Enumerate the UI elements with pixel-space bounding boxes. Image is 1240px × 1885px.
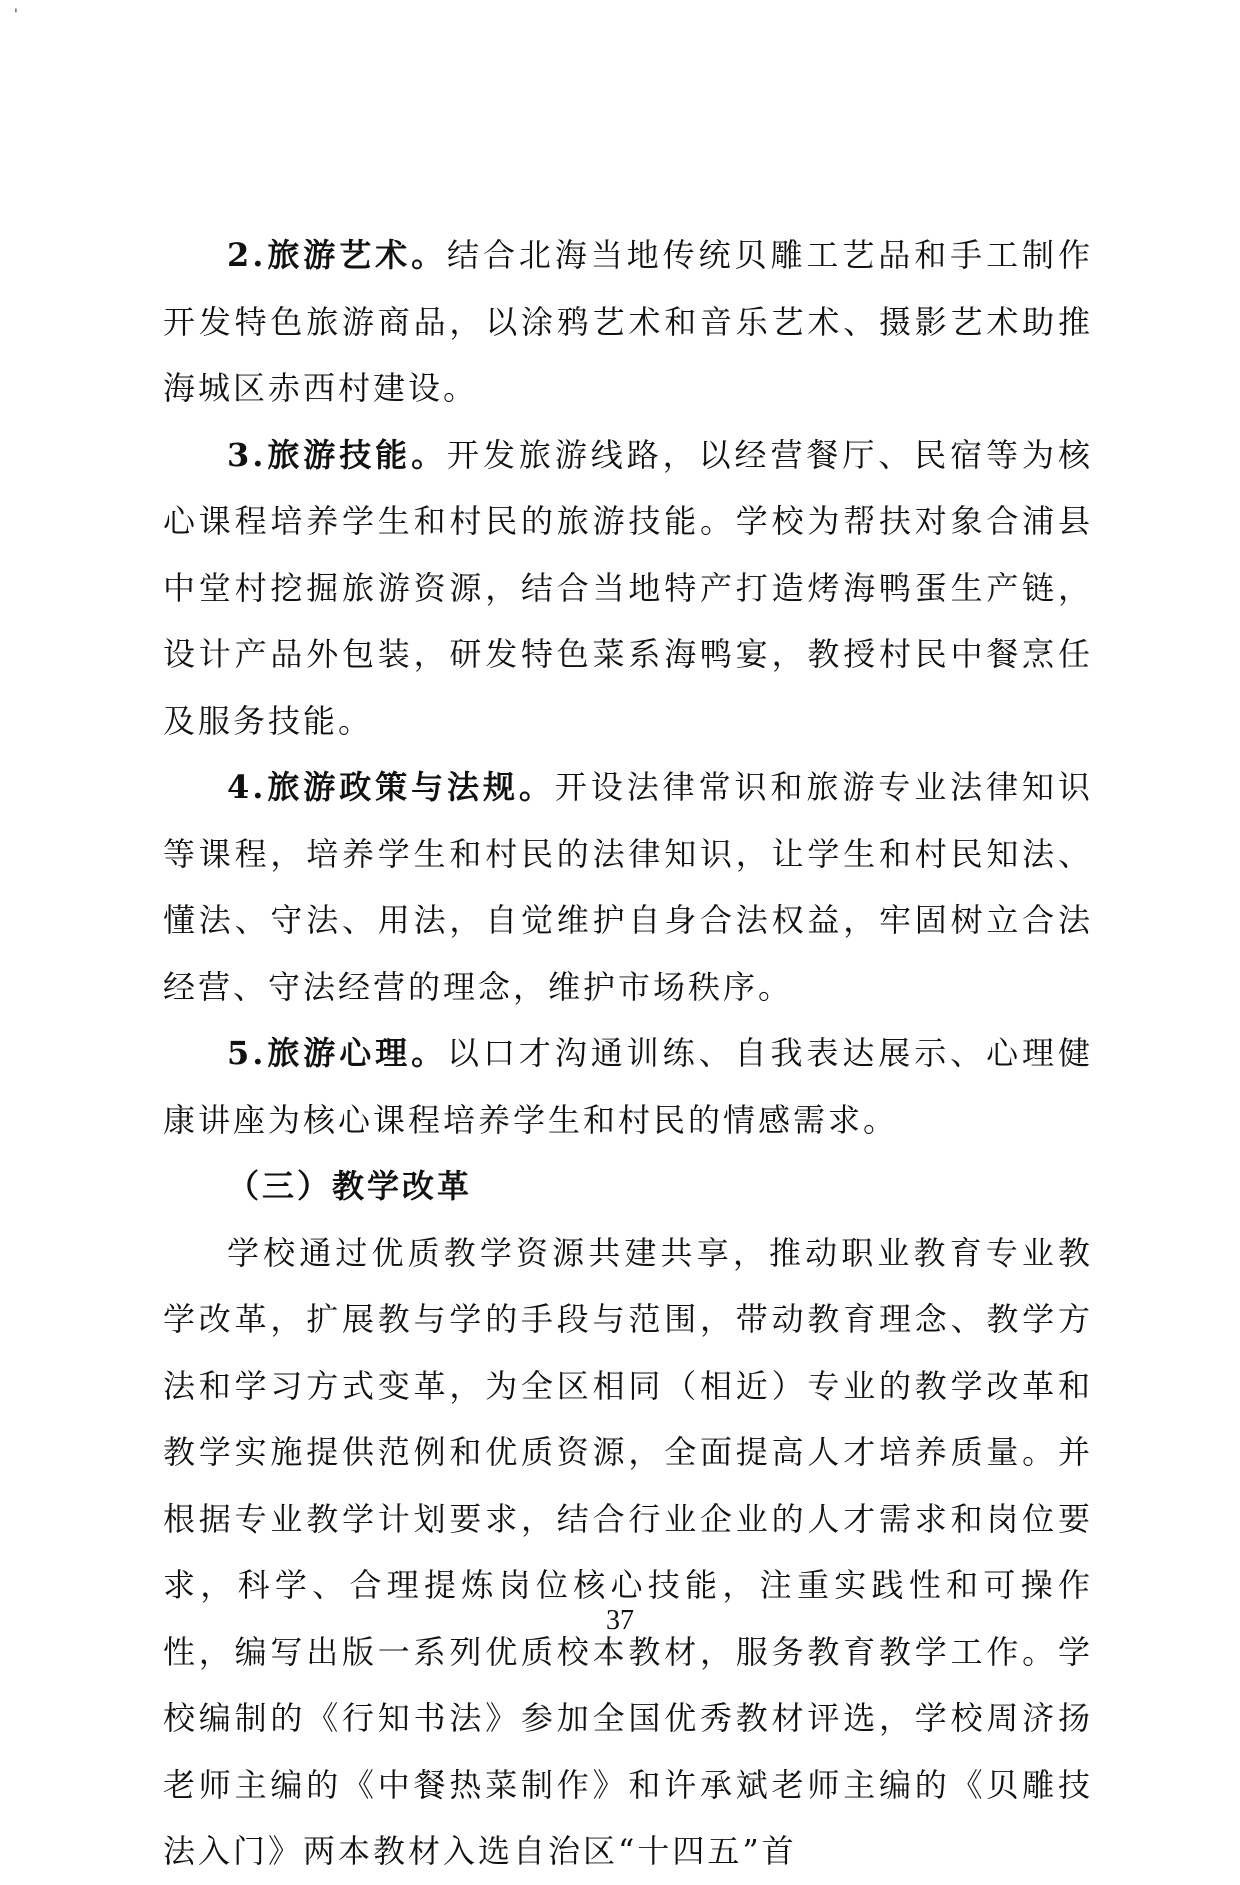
paragraph-teaching-reform-body: 学校通过优质教学资源共建共享，推动职业教育专业教学改革，扩展教与学的手段与范围，带动教育理念、教学方法和学习方式变革，为全区相同（相近）专业的教学改革和教学实施提供范例和优质资源，全面提高人才培养质量。并根据专业教学计划要求，结合行业企业的人才需求和岗位要求，科学、合理提炼岗位核心技能，注重实践性和可操作性，编写出版一系列优质校本教材，服务教育教学工作。学校编制的《行知书法》参加全国优秀教材评选，学校周济扬老师主编的《中餐热菜制作》和许承斌老师主编的《贝雕技法入门》两本教材入选自治区“十四五”首 <box>163 1233 1093 1870</box>
scan-artifact-mark: ' <box>14 7 18 23</box>
page-number: 37 <box>606 1605 634 1636</box>
paragraph-lead: 4.旅游政策与法规。 <box>227 768 555 806</box>
paragraph-lead: 3.旅游技能。 <box>227 435 448 474</box>
paragraph-tourism-policy <box>163 754 1093 1020</box>
paragraph-lead: 5.旅游心理。 <box>227 1034 448 1072</box>
paragraph-text: 开发旅游线路，以经营餐厅、民宿等为核心课程培养学生和村民的旅游技能。学校为帮扶对象合浦县中堂村挖掘旅游资源，结合当地特产打造烤海鸭蛋生产链，设计产品外包装，研发特色菜系海鸭宴，教授村民中餐烹任及服务技能。 <box>163 435 1093 740</box>
paragraph-text: 开设法律常识和旅游专业法律知识等课程，培养学生和村民的法律知识，让学生和村民知法、懂法、守法、用法，自觉维护自身合法权益，牢固树立合法经营、守法经营的理念，维护市场秩序。 <box>163 768 1093 1006</box>
paragraph-text: 结合北海当地传统贝雕工艺品和手工制作开发特色旅游商品，以涂鸦艺术和音乐艺术、摄影艺术助推海城区赤西村建设。 <box>163 236 1093 407</box>
section-heading-teaching-reform: （三）教学改革 <box>227 1167 473 1205</box>
paragraph-text: 以口才沟通训练、自我表达展示、心理健康讲座为核心课程培养学生和村民的情感需求。 <box>163 1034 1093 1139</box>
paragraph-lead: 2.旅游艺术。 <box>227 236 448 274</box>
paragraph-tourism-skills <box>163 422 1093 755</box>
paragraph-tourism-art <box>163 222 1093 422</box>
paragraph-tourism-psychology <box>163 1020 1093 1153</box>
